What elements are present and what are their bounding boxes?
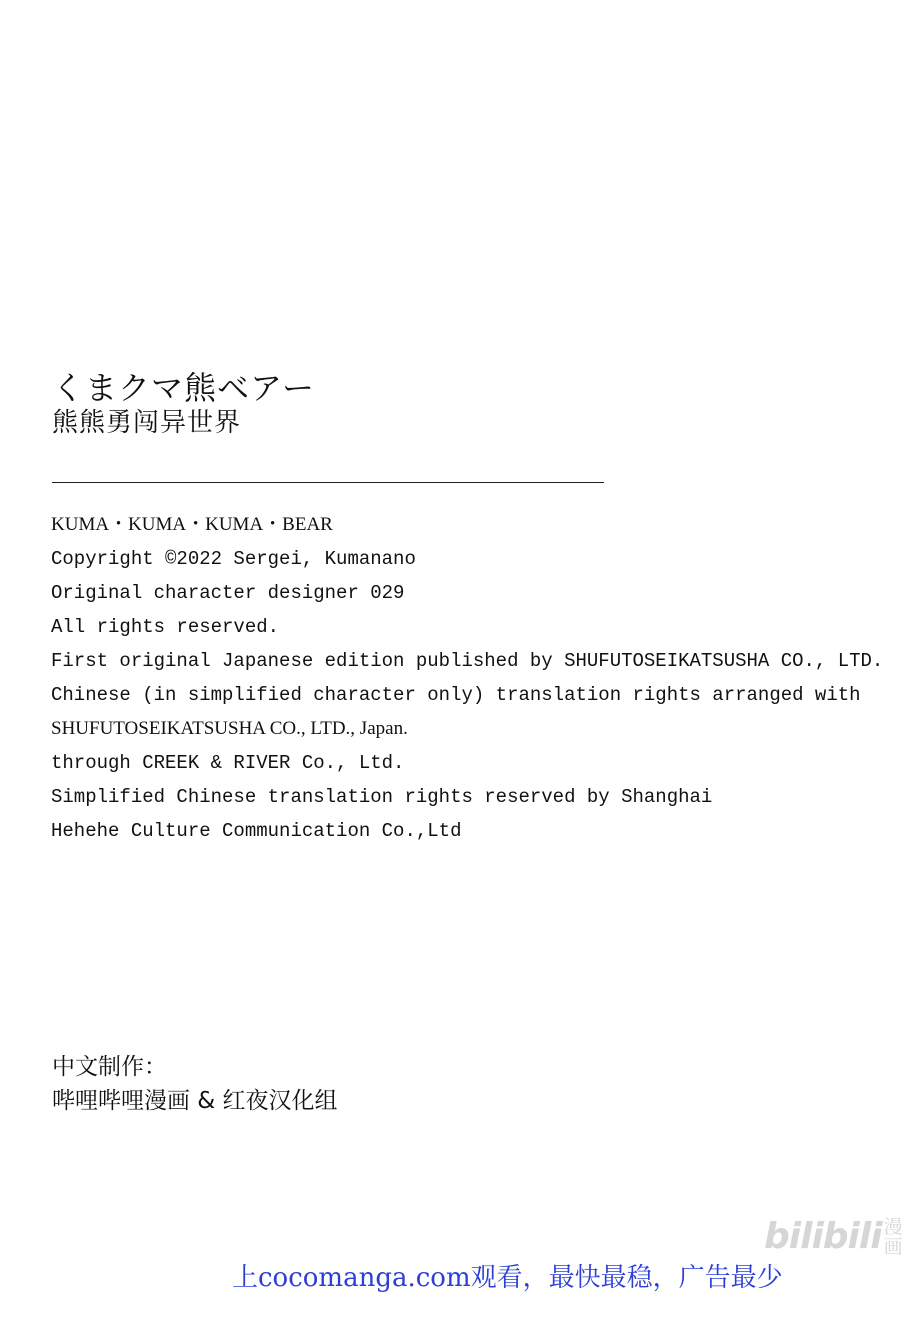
bilibili-watermark bbox=[764, 1216, 906, 1257]
bilibili-logo: bilibili bbox=[764, 1216, 882, 1257]
manga-label: 漫画 bbox=[883, 1215, 903, 1258]
divider-line bbox=[52, 482, 604, 483]
footer-ad-link[interactable]: 上cocomanga.com观看，最快最稳，广告最少 bbox=[232, 1263, 783, 1293]
credits-label: 中文制作： bbox=[52, 1054, 167, 1080]
copyright-line-rights: All rights reserved. bbox=[51, 616, 280, 638]
copyright-line-translation: Chinese (in simplified character only) translation rights arranged with bbox=[51, 684, 861, 706]
copyright-line-agency: through CREEK & RIVER Co., Ltd. bbox=[51, 752, 405, 774]
copyright-line-copyright: Copyright ©2022 Sergei, Kumanano bbox=[51, 548, 416, 570]
copyright-line-designer: Original character designer 029 bbox=[51, 582, 405, 604]
title-chinese: 熊熊勇闯异世界 bbox=[52, 408, 242, 438]
copyright-line-publisher: SHUFUTOSEIKATSUSHA CO., LTD., Japan. bbox=[51, 718, 408, 739]
copyright-line-first-edition: First original Japanese edition published by SHUFUTOSEIKATSUSHA CO., LTD. bbox=[51, 650, 884, 672]
credits-groups: 哔哩哔哩漫画 & 红夜汉化组 bbox=[52, 1088, 338, 1114]
title-japanese: くまクマ熊ベアー bbox=[52, 369, 316, 407]
copyright-line-series: KUMA・KUMA・KUMA・BEAR bbox=[51, 514, 333, 535]
credits-block bbox=[52, 1050, 338, 1118]
copyright-block bbox=[51, 508, 883, 848]
copyright-line-company: Hehehe Culture Communication Co.,Ltd bbox=[51, 820, 462, 842]
copyright-line-simplified: Simplified Chinese translation rights reserved by Shanghai bbox=[51, 786, 713, 808]
